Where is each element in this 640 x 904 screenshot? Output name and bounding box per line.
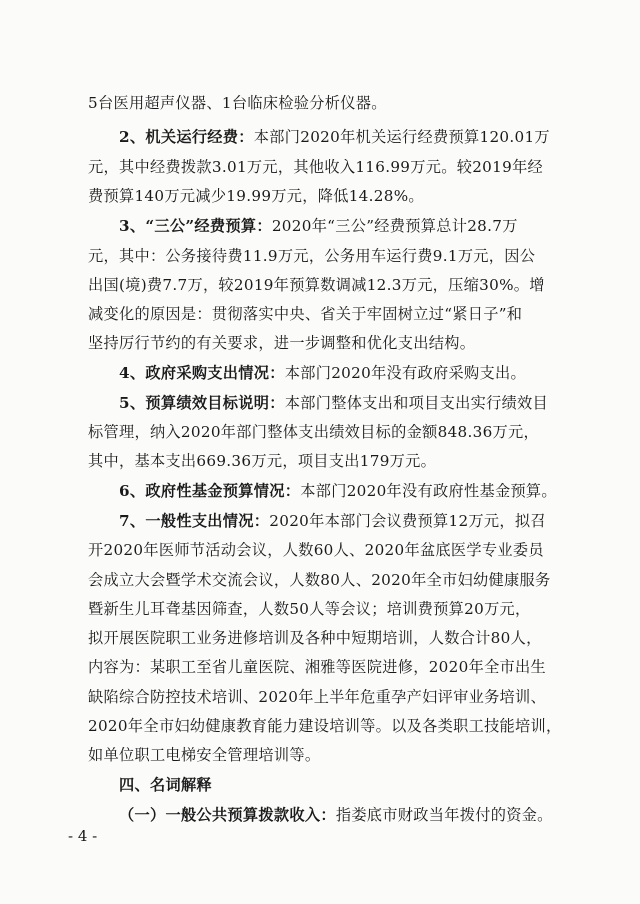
item3-line-1 — [0, 216, 640, 236]
item7-line-3 — [0, 570, 640, 590]
item6-label: 6、政府性基金预算情况： — [119, 482, 301, 500]
item7-line-8 — [0, 716, 640, 736]
text: 其中，基本支出669.36万元，项目支出179万元。 — [88, 452, 437, 470]
item5-line-1 — [0, 393, 640, 413]
text: 会成立大会暨学术交流会议，人数80人、2020年全市妇幼健康服务 — [88, 571, 551, 589]
item3-label: 3、“三公”经费预算： — [119, 217, 272, 235]
item7-line-1 — [0, 511, 640, 531]
text: 出国(境)费7.7万，较2019年预算数调减12.3万元，压缩30%。增 — [88, 276, 545, 294]
term1-line-1 — [0, 805, 640, 825]
text: 标管理，纳入2020年部门整体支出绩效目标的金额848.36万元， — [88, 423, 540, 441]
item7-line-5 — [0, 628, 640, 648]
text: 本部门2020年没有政府性基金预算。 — [300, 482, 557, 500]
text: 2020年本部门会议费预算12万元，拟召 — [269, 512, 546, 530]
item7-line-9 — [0, 745, 640, 765]
text: 减变化的原因是：贯彻落实中央、省关于牢固树立过“紧日子”和 — [88, 305, 523, 323]
text: 缺陷综合防控技术培训、2020年上半年危重孕产妇评审业务培训、 — [88, 688, 547, 706]
text: 坚持厉行节约的有关要求，进一步调整和优化支出结构。 — [88, 334, 476, 352]
text: 2020年全市妇幼健康教育能力建设培训等。以及各类职工技能培训， — [88, 717, 562, 735]
text: 本部门2020年没有政府采购支出。 — [284, 364, 526, 382]
text: 暨新生儿耳聋基因筛查，人数50人等会议；培训费预算20万元， — [88, 600, 531, 618]
item7-line-7 — [0, 687, 640, 707]
item7-label: 7、一般性支出情况： — [119, 512, 270, 530]
text: 元，其中：公务接待费11.9万元，公务用车运行费9.1万元，因公 — [88, 247, 536, 265]
item7-line-4 — [0, 599, 640, 619]
section4-heading-line — [0, 775, 640, 795]
intro-line-1 — [0, 93, 640, 113]
item4-label: 4、政府采购支出情况： — [119, 364, 285, 382]
item5-line-3 — [0, 451, 640, 471]
text: 费预算140万元减少19.99万元，降低14.28%。 — [88, 187, 424, 205]
item7-line-6 — [0, 657, 640, 677]
text: 2020年“三公”经费预算总计28.7万 — [271, 217, 518, 235]
text: 内容为：某职工至省儿童医院、湘雅等医院进修，2020年全市出生 — [88, 658, 547, 676]
text: 元，其中经费拨款3.01万元，其他收入116.99万元。较2019年经 — [88, 158, 544, 176]
item7-line-2 — [0, 540, 640, 560]
item2-line-2 — [0, 157, 640, 177]
text: 开2020年医师节活动会议，人数60人、2020年盆底医学专业委员 — [88, 541, 544, 559]
item6-line-1 — [0, 481, 640, 501]
text: 指娄底市财政当年拨付的资金。 — [335, 806, 553, 824]
section-heading: 四、名词解释 — [119, 776, 212, 794]
text: 如单位职工电梯安全管理培训等。 — [88, 746, 321, 764]
item5-label: 5、预算绩效目标说明： — [119, 394, 285, 412]
text: 本部门整体支出和项目支出实行绩效目 — [284, 394, 549, 412]
item3-line-3 — [0, 275, 640, 295]
item2-label: 2、机关运行经费： — [119, 128, 254, 146]
item5-line-2 — [0, 422, 640, 442]
item2-line-1 — [0, 127, 640, 147]
item3-line-4 — [0, 304, 640, 324]
item3-line-5 — [0, 333, 640, 353]
item4-line-1 — [0, 363, 640, 383]
text: 5台医用超声仪器、1台临床检验分析仪器。 — [88, 94, 387, 112]
page-number: - 4 - — [68, 827, 98, 845]
item3-line-2 — [0, 246, 640, 266]
text: 本部门2020年机关运行经费预算120.01万 — [253, 128, 550, 146]
term1-label: （一）一般公共预算拨款收入： — [119, 806, 336, 824]
item2-line-3 — [0, 186, 640, 206]
text: 拟开展医院职工业务进修培训及各种中短期培训，人数合计80人， — [88, 629, 542, 647]
